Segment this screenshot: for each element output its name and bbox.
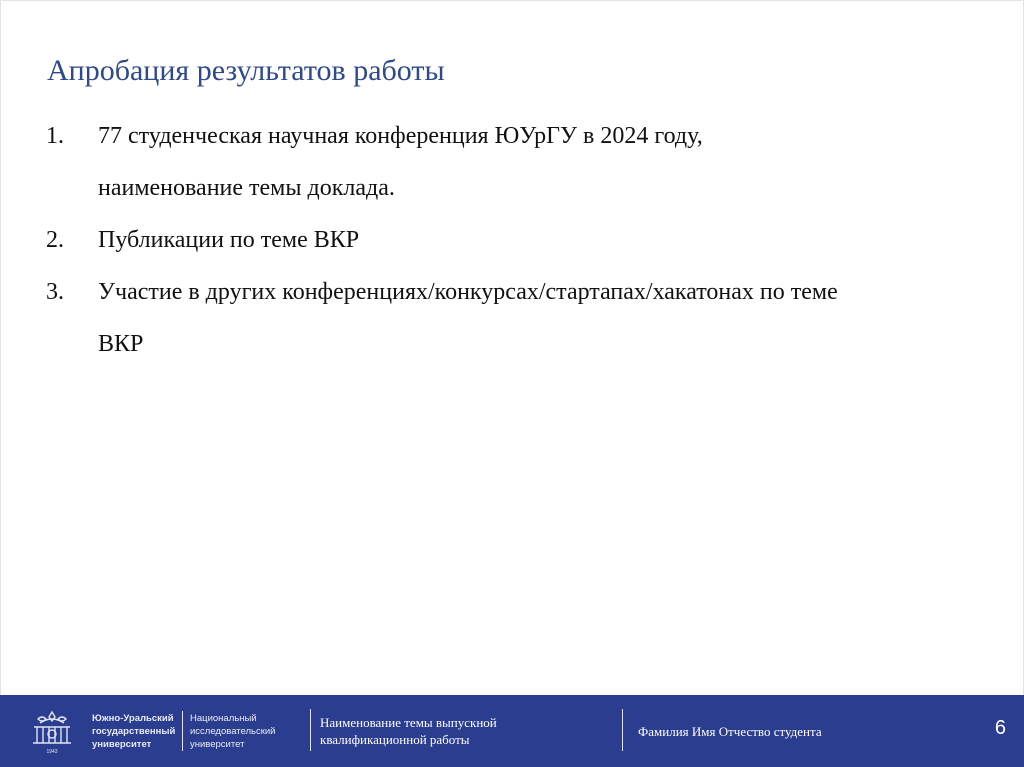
- list-item-line: Публикации по теме ВКР: [98, 227, 360, 253]
- susu-emblem-icon: [28, 709, 76, 755]
- numbered-list: [46, 110, 1006, 370]
- thesis-topic: [320, 714, 497, 748]
- thesis-topic-line: Наименование темы выпускной: [320, 715, 497, 730]
- footer-divider: [182, 711, 183, 751]
- page-number: 6: [994, 717, 1006, 739]
- org-name: [92, 712, 175, 751]
- list-item-number: 3.: [46, 279, 64, 305]
- list-item-number: 1.: [46, 123, 64, 149]
- org-status: [190, 712, 276, 751]
- org-status-line: исследовательский: [190, 726, 276, 737]
- list-item-number: 2.: [46, 227, 64, 253]
- student-name: Фамилия Имя Отчество студента: [638, 724, 822, 739]
- org-name-line: государственный: [92, 726, 176, 737]
- slide-title: Апробация результатов работы: [47, 54, 445, 87]
- footer-divider: [310, 709, 311, 751]
- list-item: [46, 266, 1006, 370]
- list-item-line: Участие в других конференциях/конкурсах/стартапах/хакатонах по теме: [98, 279, 838, 305]
- org-name-line: Южно-Уральский: [92, 713, 174, 724]
- logo-year: 1943: [46, 749, 58, 755]
- org-name-line: университет: [92, 739, 152, 750]
- org-status-line: университет: [190, 739, 245, 750]
- list-item: [46, 110, 1006, 214]
- list-item: [46, 214, 1006, 266]
- thesis-topic-line: квалификационной работы: [320, 732, 470, 747]
- list-item-line: 77 студенческая научная конференция ЮУрГУ в 2024 году,: [98, 123, 703, 149]
- org-status-line: Национальный: [190, 713, 257, 724]
- footer-bar: [0, 695, 1024, 767]
- list-item-line: наименование темы доклада.: [98, 175, 395, 201]
- list-item-line: ВКР: [98, 331, 144, 357]
- footer-divider: [622, 709, 623, 751]
